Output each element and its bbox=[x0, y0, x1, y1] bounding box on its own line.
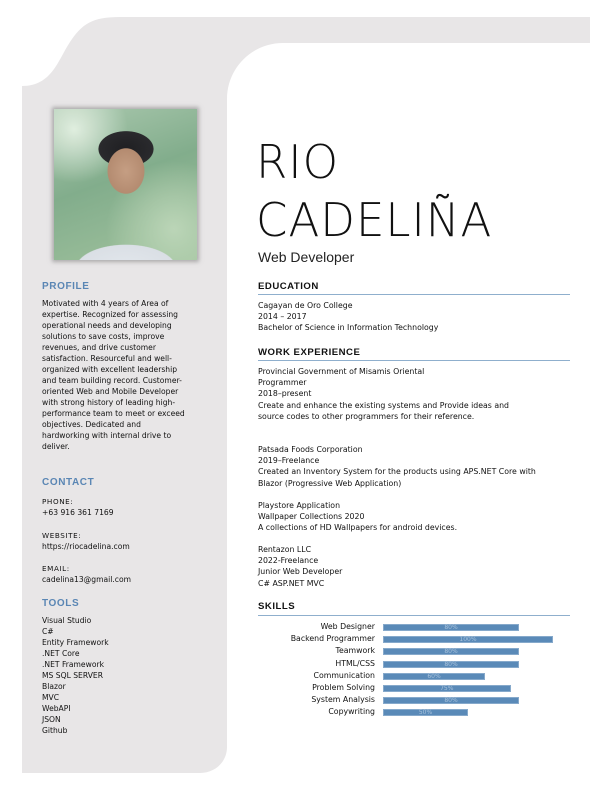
skill-bar: 80% bbox=[383, 648, 519, 655]
profile-photo bbox=[54, 109, 197, 260]
tool-item: Github bbox=[42, 726, 68, 735]
job-entry: Playstore Application Wallpaper Collections 2020 A collections of HD Wallpapers for android devices. bbox=[258, 501, 458, 533]
tool-item: JSON bbox=[42, 715, 61, 724]
email-label: EMAIL: bbox=[42, 564, 70, 573]
tool-item: MVC bbox=[42, 693, 60, 702]
school-name: Cagayan de Oro College bbox=[258, 301, 353, 310]
website-link[interactable]: https://riocadelina.com bbox=[42, 542, 130, 551]
tool-item: .NET Framework bbox=[42, 660, 104, 669]
education-divider bbox=[258, 294, 570, 295]
tool-item: Visual Studio bbox=[42, 616, 92, 625]
first-name: RIO bbox=[256, 135, 340, 189]
contact-block bbox=[42, 496, 217, 518]
skill-row: Problem Solving 75% bbox=[258, 683, 578, 695]
last-name: CADELIÑA bbox=[256, 193, 493, 247]
skill-row: Teamwork 80% bbox=[258, 646, 578, 658]
job-entry: Rentazon LLC 2022-Freelance Junior Web Developer C# ASP.NET MVC bbox=[258, 545, 343, 588]
skill-row: Backend Programmer 100% bbox=[258, 634, 578, 646]
job-entry: Provincial Government of Misamis Oriental Programmer 2018–present Create and enhance the existing systems and Provide ideas and source codes to other programmers for their reference. bbox=[258, 367, 510, 421]
school-years: 2014 – 2017 bbox=[258, 312, 307, 322]
degree: Bachelor of Science in Information Technology bbox=[258, 323, 439, 333]
tool-item: Blazor bbox=[42, 682, 66, 691]
experience-divider bbox=[258, 360, 570, 361]
phone-value: +63 916 361 7169 bbox=[42, 508, 114, 517]
tool-item: MS SQL SERVER bbox=[42, 671, 103, 680]
job-title: Web Developer bbox=[258, 249, 355, 265]
profile-heading: PROFILE bbox=[42, 281, 90, 292]
education-entry bbox=[258, 300, 578, 334]
tool-item: Entity Framework bbox=[42, 638, 109, 647]
tool-item: .NET Core bbox=[42, 649, 80, 658]
skills-divider bbox=[258, 615, 570, 616]
skill-bar: 80% bbox=[383, 661, 519, 668]
skill-bar: 80% bbox=[383, 624, 519, 631]
tools-list bbox=[42, 615, 217, 736]
profile-text: Motivated with 4 years of Area of expertise. Recognized for assessing operational needs and developing solutions to save costs, improve revenues, and drive customer satisfaction. Resourceful and well- organized with excellent leadership and team building record. Customer- oriented Web and Mobile Developer with strong history of leading high- performance team to meet or exceed objectives. Dedicated and hardworking with internal drive to deliver. bbox=[42, 299, 185, 451]
email-block bbox=[42, 563, 217, 585]
email-link[interactable]: cadelina13@gmail.com bbox=[42, 575, 131, 584]
phone-label: PHONE: bbox=[42, 497, 74, 506]
skill-row: Copywriting 50% bbox=[258, 707, 578, 719]
skill-row: HTML/CSS 80% bbox=[258, 659, 578, 671]
job-entry: Patsada Foods Corporation 2019–Freelance Created an Inventory System for the products using APS.NET Core with Blazor (Progressive Web Application) bbox=[258, 445, 536, 488]
contact-heading: CONTACT bbox=[42, 477, 95, 488]
skill-row: Communication 60% bbox=[258, 671, 578, 683]
skill-bar: 80% bbox=[383, 697, 519, 704]
skills-heading: SKILLS bbox=[258, 601, 296, 612]
website-label: WEBSITE: bbox=[42, 531, 82, 540]
skill-bar: 60% bbox=[383, 673, 485, 680]
skill-row: Web Designer 80% bbox=[258, 622, 578, 634]
tool-item: C# bbox=[42, 627, 54, 636]
skill-bar: 75% bbox=[383, 685, 511, 692]
skill-row: System Analysis 80% bbox=[258, 695, 578, 707]
experience-heading: WORK EXPERIENCE bbox=[258, 347, 361, 358]
skills-chart bbox=[258, 622, 578, 720]
website-block bbox=[42, 530, 217, 552]
skill-bar: 100% bbox=[383, 636, 553, 643]
tool-item: WebAPI bbox=[42, 704, 71, 713]
tools-heading: TOOLS bbox=[42, 598, 80, 609]
skill-bar: 50% bbox=[383, 709, 468, 716]
education-heading: EDUCATION bbox=[258, 281, 319, 292]
